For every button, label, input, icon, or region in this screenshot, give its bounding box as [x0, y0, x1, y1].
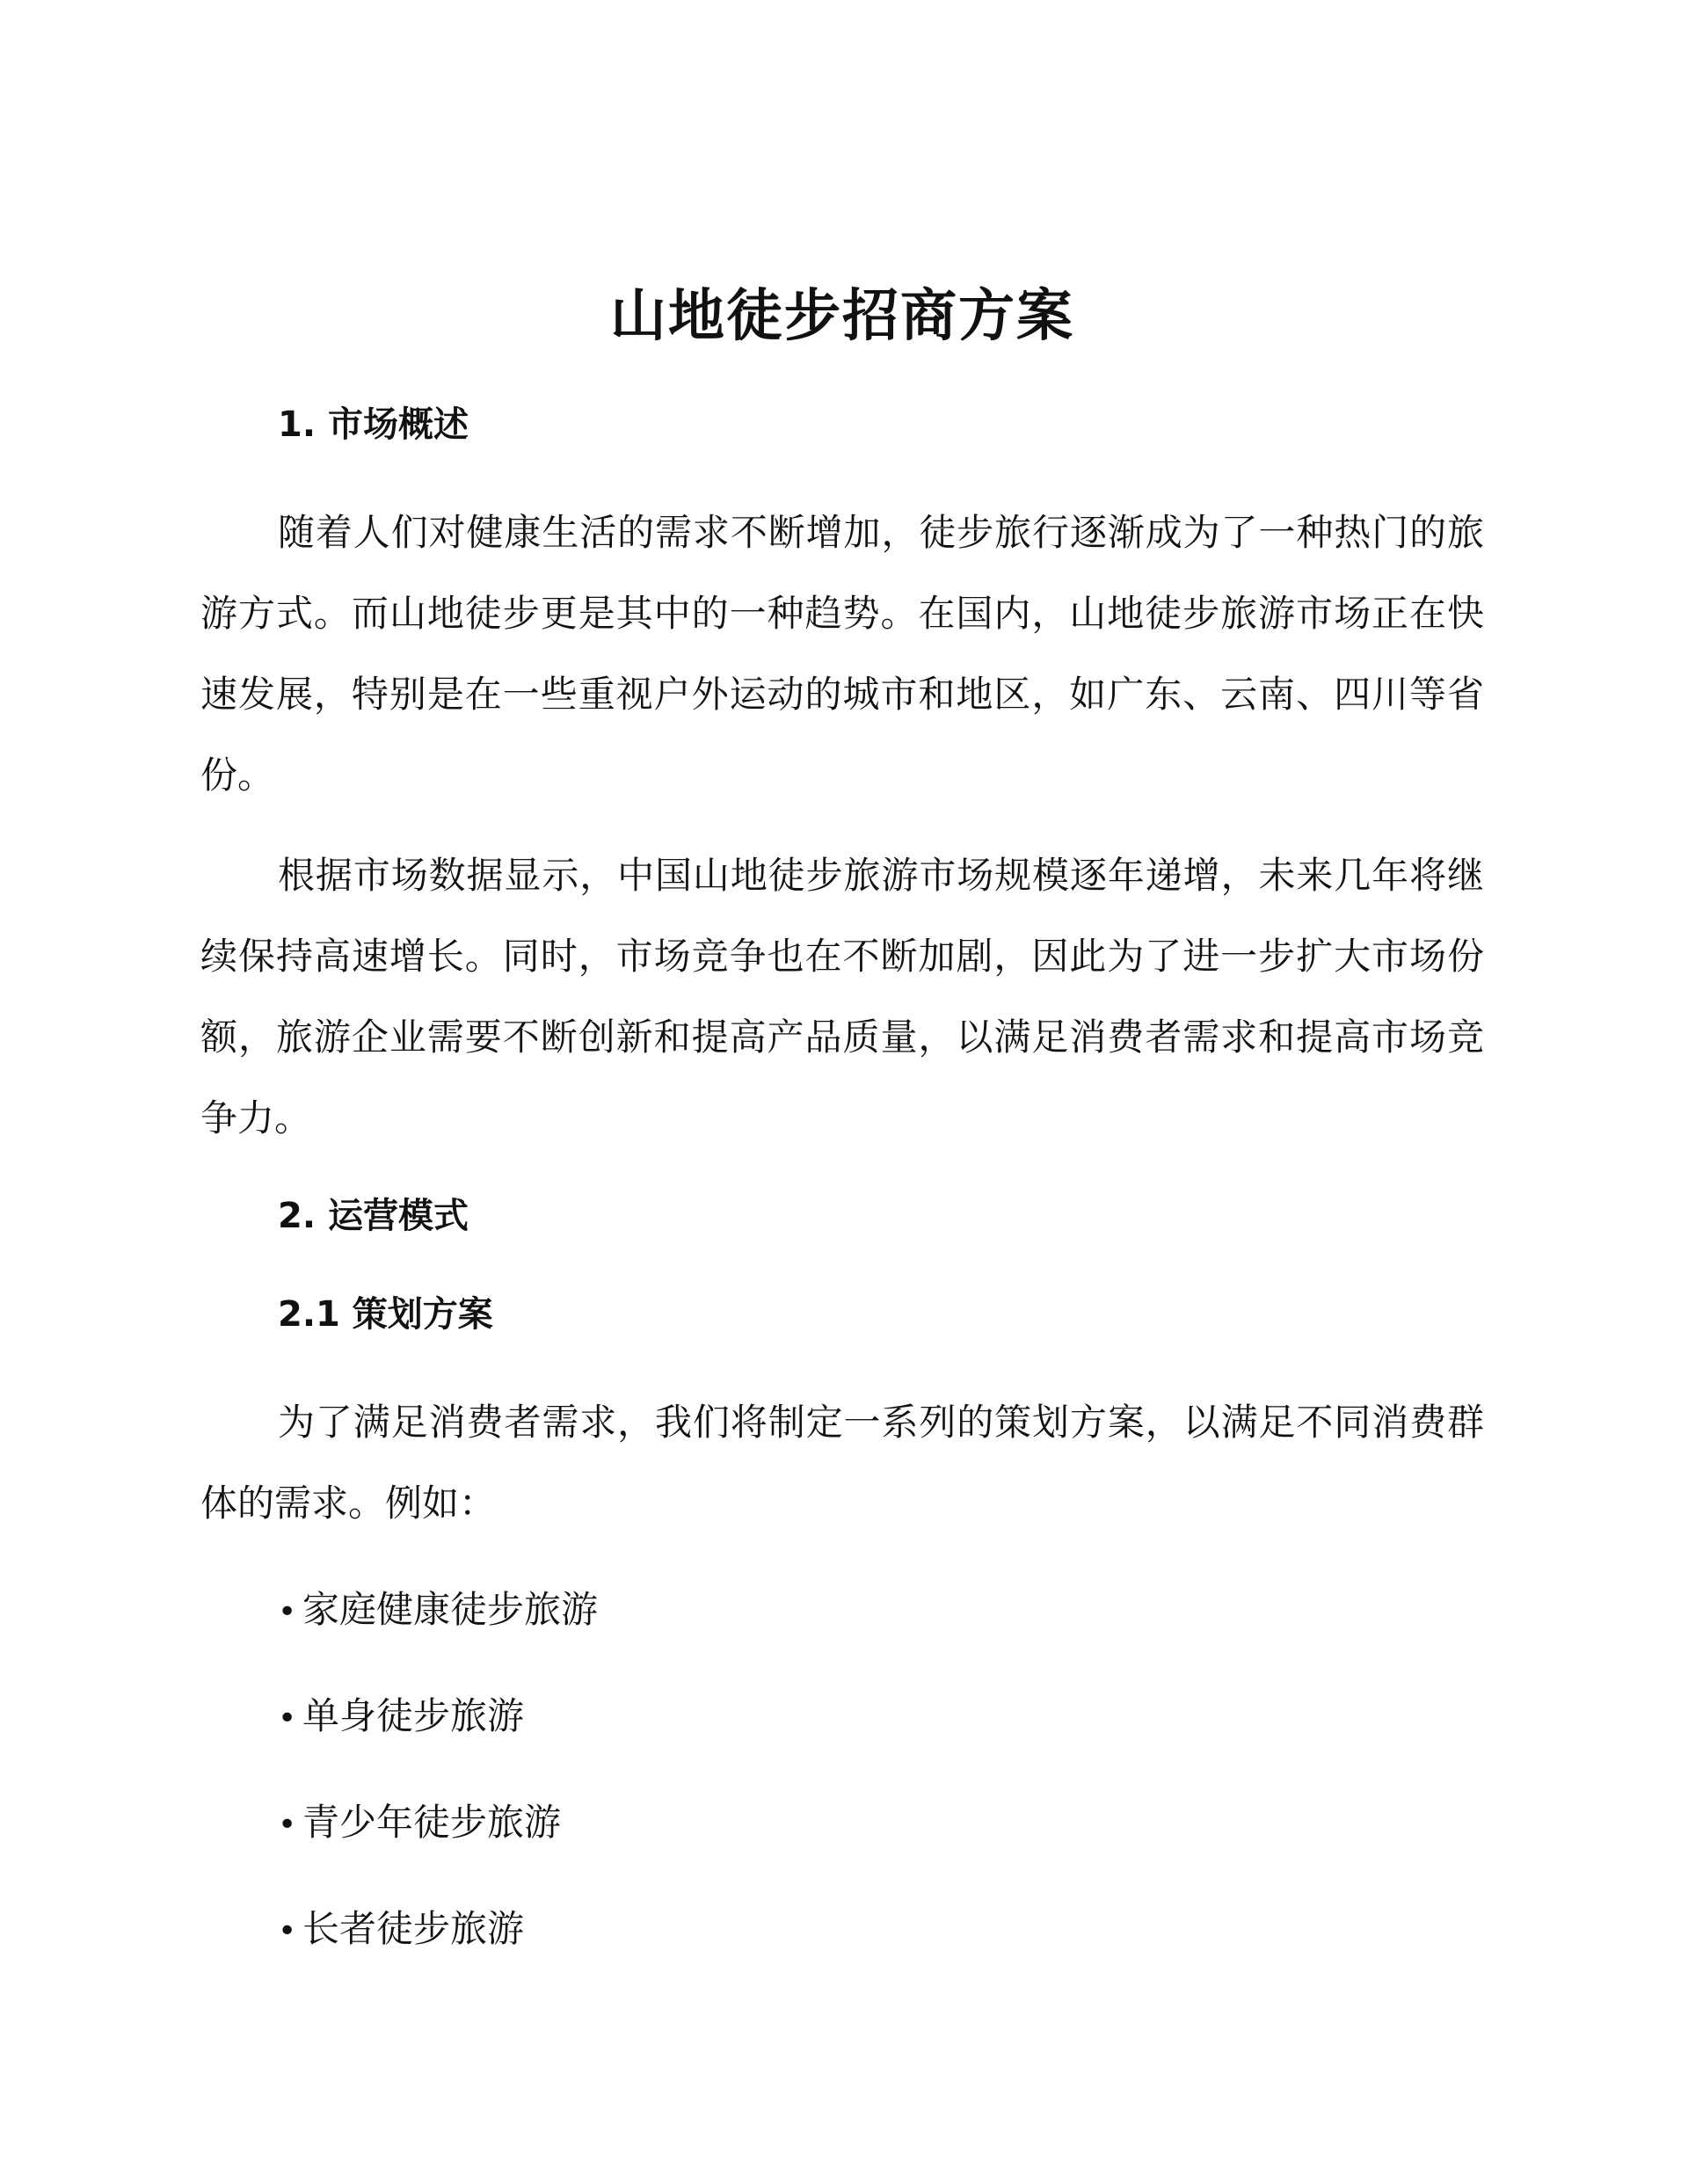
planning-list [200, 1579, 1484, 1962]
bullet-icon: • [278, 1913, 297, 1949]
bullet-icon: • [278, 1807, 297, 1843]
document-content [200, 273, 1484, 2005]
list-item [278, 1792, 1484, 1856]
list-item [278, 1685, 1484, 1750]
list-item-text: 家庭健康徒步旅游 [302, 1588, 599, 1631]
paragraph-planning-intro: 为了满足消费者需求，我们将制定一系列的策划方案，以满足不同消费群体的需求。例如： [200, 1401, 1484, 1525]
document-title: 山地徒步招商方案 [610, 284, 1074, 349]
paragraph-market-trend: 随着人们对健康生活的需求不断增加，徒步旅行逐渐成为了一种热门的旅游方式。而山地徒步更是其中的一种趋势。在国内，山地徒步旅游市场正在快速发展，特别是在一些重视户外运动的城市和地区，如广东、云南、四川等省份。 [200, 511, 1484, 797]
list-item-text: 长者徒步旅游 [302, 1907, 525, 1950]
section-heading-market-overview: 1. 市场概述 [278, 404, 469, 445]
bullet-icon: • [278, 1594, 297, 1630]
list-item [278, 1898, 1484, 1962]
section-heading-planning: 2.1 策划方案 [278, 1294, 493, 1335]
paragraph-market-data: 根据市场数据显示，中国山地徒步旅游市场规模逐年递增，未来几年将继续保持高速增长。同时，市场竞争也在不断加剧，因此为了进一步扩大市场份额，旅游企业需要不断创新和提高产品质量，以满足消费者需求和提高市场竞争力。 [200, 854, 1484, 1139]
list-item [278, 1579, 1484, 1643]
list-item-text: 单身徒步旅游 [302, 1694, 525, 1737]
bullet-icon: • [278, 1700, 297, 1736]
section-heading-operation-model: 2. 运营模式 [278, 1196, 469, 1236]
list-item-text: 青少年徒步旅游 [302, 1801, 562, 1844]
